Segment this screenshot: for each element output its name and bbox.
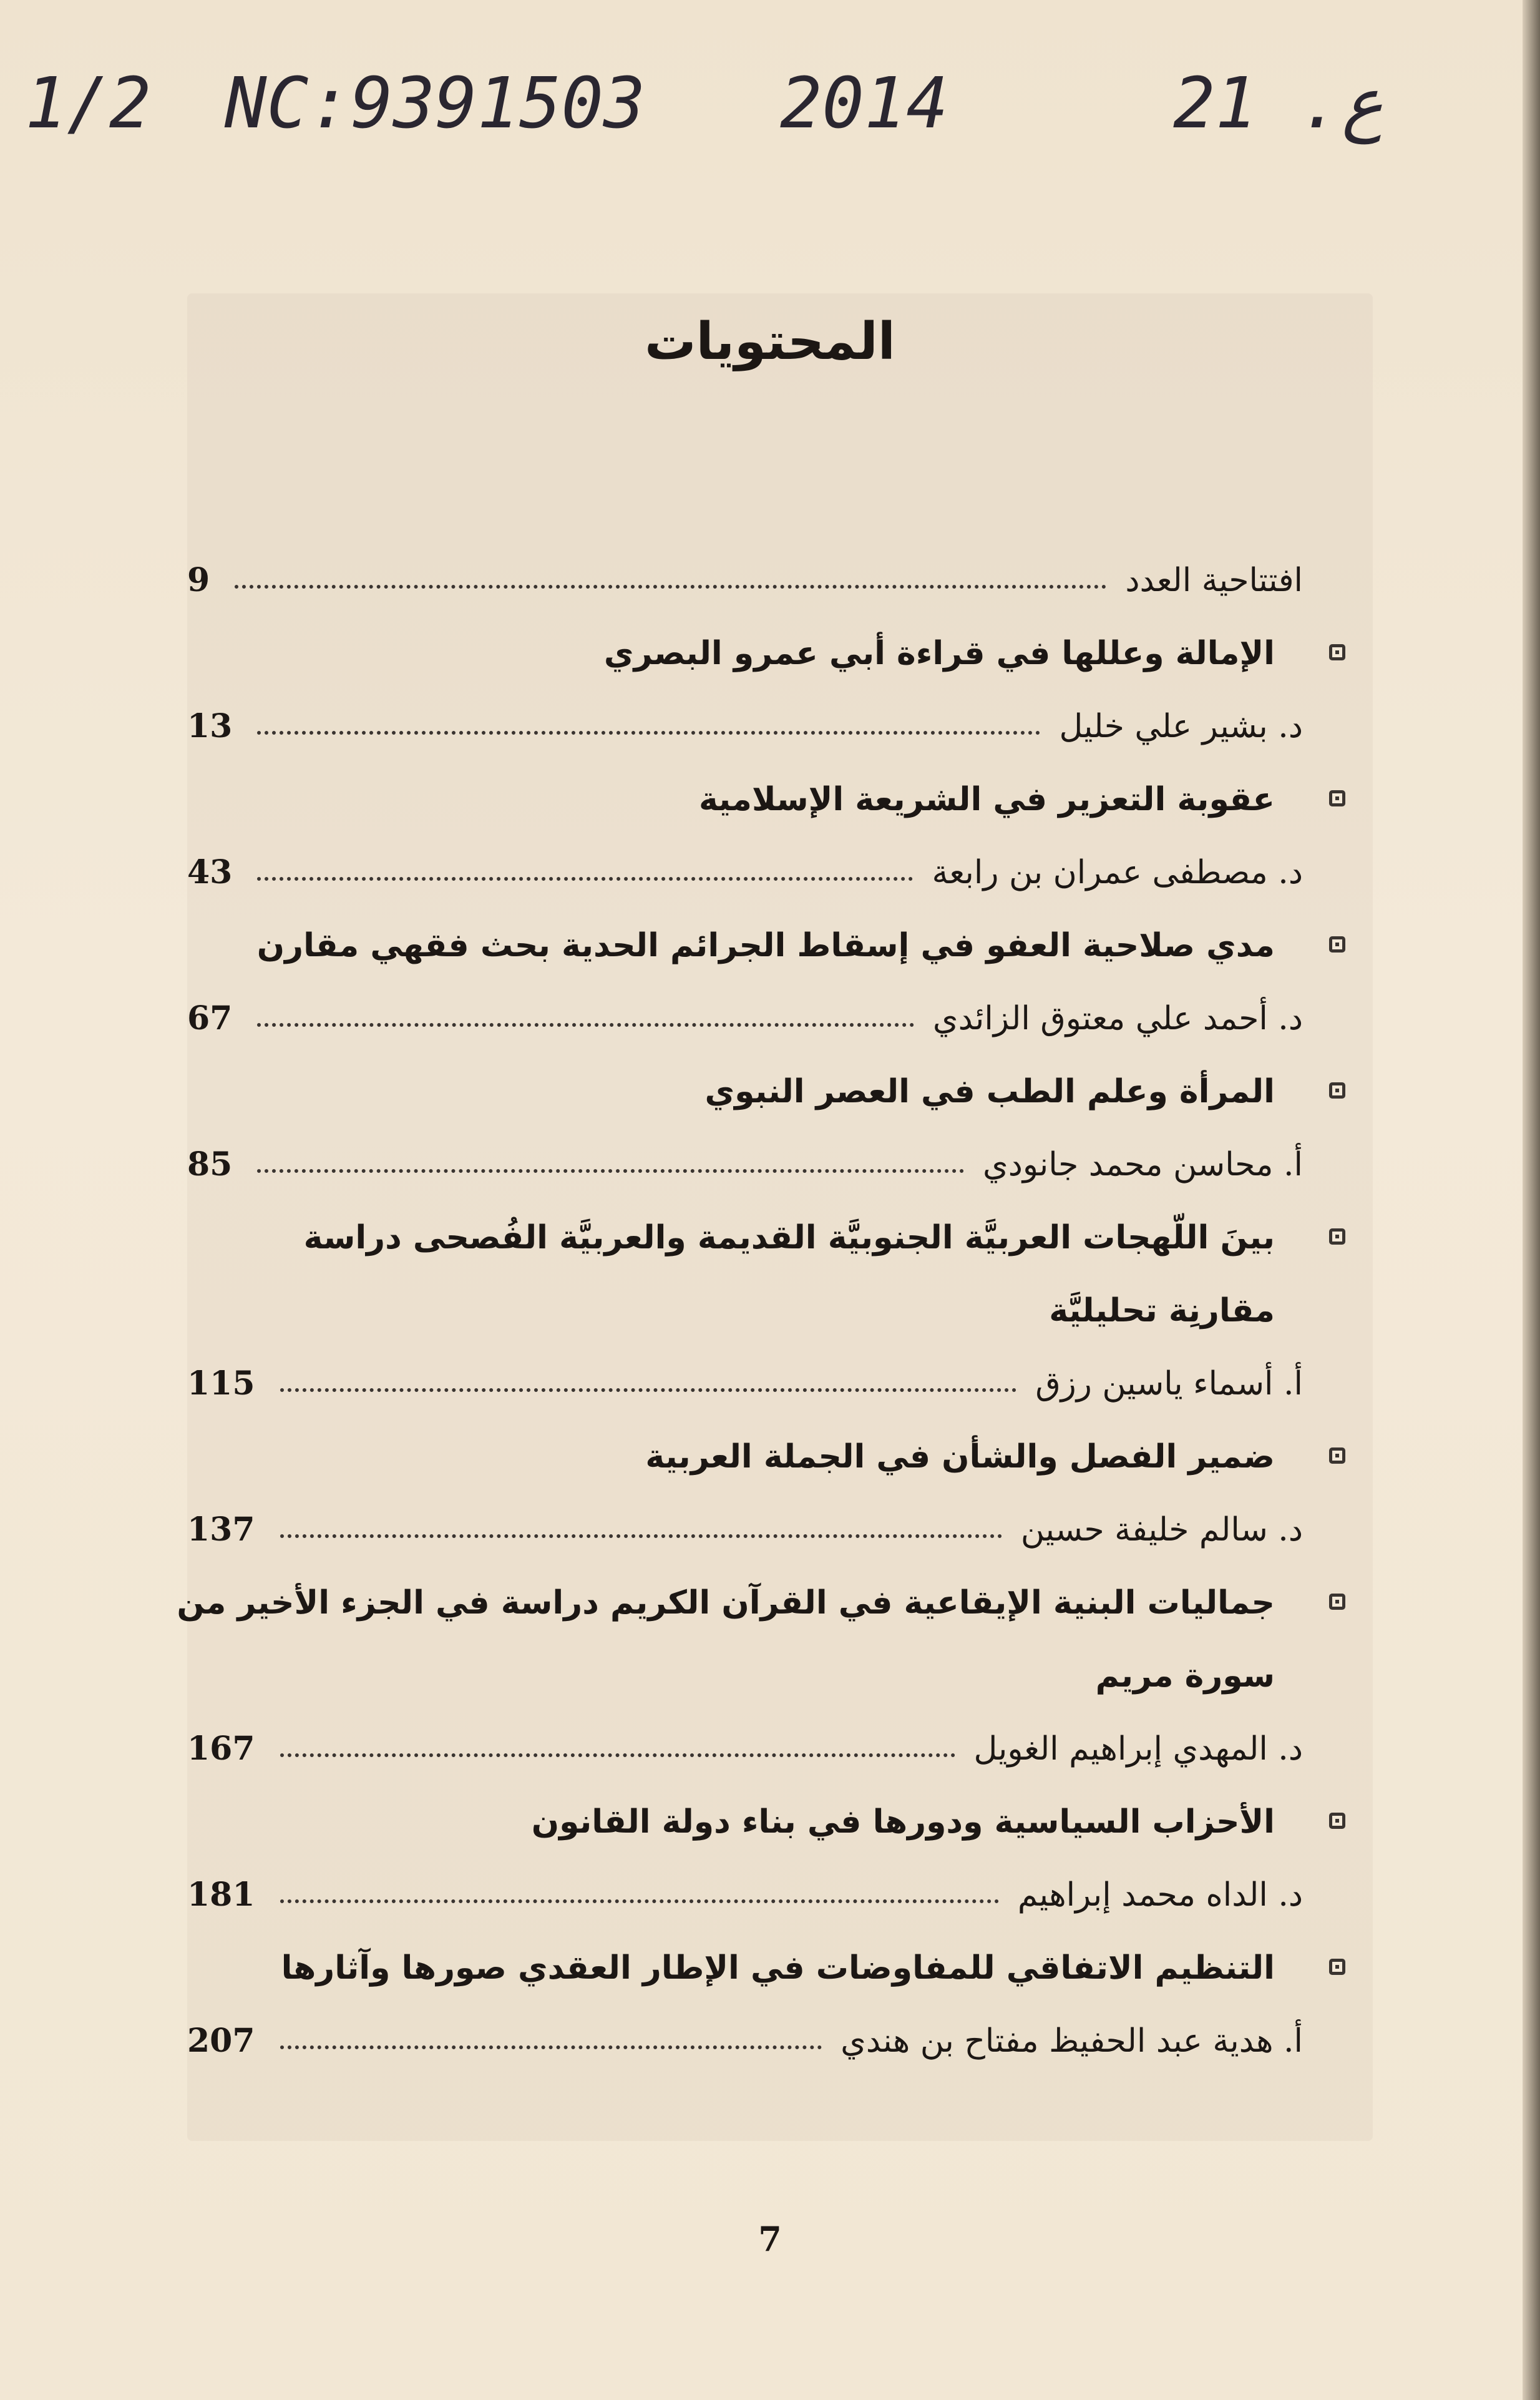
toc-page-number: 9: [187, 561, 210, 599]
toc-page-number: 115: [187, 1364, 255, 1403]
leader-dots: [280, 1753, 955, 1757]
leader-dots: [280, 1534, 1002, 1538]
toc-heading-row: [0, 1283, 1540, 1339]
toc-entry-text: سورة مريم: [1095, 1657, 1275, 1695]
toc-plain-row: [0, 552, 1540, 609]
toc-entry-text: أ. أسماء ياسين رزق: [1035, 1365, 1303, 1403]
handwritten-ref-mark: 1/2: [25, 63, 152, 144]
toc-entry-text: أ. هدية عبد الحفيظ مفتاح بن هندي: [841, 2022, 1303, 2060]
toc-entry-text: د. سالم خليفة حسين: [1020, 1511, 1303, 1549]
toc-page-number: 181: [187, 1876, 255, 1914]
toc-author-row: [0, 1356, 1540, 1412]
toc-heading-row: [0, 1429, 1540, 1485]
leader-dots: [257, 731, 1040, 735]
toc-heading-row: [0, 1575, 1540, 1631]
toc-entry-text: الأحزاب السياسية ودورها في بناء دولة القانون: [531, 1803, 1275, 1841]
toc-entry-text: د. الداه محمد إبراهيم: [1017, 1876, 1303, 1914]
toc-entry-text: أ. محاسن محمد جانودي: [983, 1146, 1303, 1183]
toc-author-row: [0, 698, 1540, 755]
toc-entry-text: د. المهدي إبراهيم الغويل: [973, 1730, 1303, 1768]
toc-page-number: 207: [187, 2022, 255, 2060]
toc-entry-text: افتتاحية العدد: [1125, 562, 1303, 599]
leader-dots: [257, 1169, 964, 1173]
toc-entry-text: عقوبة التعزير في الشريعة الإسلامية: [699, 781, 1275, 818]
leader-dots: [235, 585, 1106, 589]
leader-dots: [280, 1388, 1016, 1392]
leader-dots: [257, 1023, 914, 1027]
toc-entry-text: المرأة وعلم الطب في العصر النبوي: [704, 1073, 1275, 1110]
bullet-square-icon: [1329, 936, 1345, 953]
bullet-square-icon: [1329, 644, 1345, 660]
bullet-square-icon: [1329, 1813, 1345, 1829]
toc-page-number: 67: [187, 999, 233, 1037]
toc-author-row: [0, 1137, 1540, 1193]
bullet-square-icon: [1329, 1594, 1345, 1610]
toc-heading-row: [0, 1940, 1540, 1996]
page-number: 7: [758, 2219, 782, 2259]
bullet-square-icon: [1329, 1959, 1345, 1975]
toc-entry-text: مقارنِة تحليليَّة: [1049, 1292, 1275, 1330]
leader-dots: [257, 877, 913, 881]
toc-author-row: [0, 1502, 1540, 1558]
bullet-square-icon: [1329, 1447, 1345, 1464]
toc-entry-text: التنظيم الاتفاقي للمفاوضات في الإطار العقدي صورها وآثارها: [281, 1949, 1275, 1987]
bullet-square-icon: [1329, 1082, 1345, 1099]
toc-page-number: 167: [187, 1730, 255, 1768]
toc-entry-text: د. أحمد علي معتوق الزائدي: [932, 1000, 1303, 1037]
toc-entry-text: ضمير الفصل والشأن في الجملة العربية: [645, 1438, 1275, 1476]
toc-entry-text: مدي صلاحية العفو في إسقاط الجرائم الحدية بحث فقهي مقارن: [256, 927, 1275, 964]
toc-author-row: [0, 991, 1540, 1047]
toc-page-number: 13: [187, 707, 233, 745]
toc-heading-row: [0, 918, 1540, 974]
toc-author-row: [0, 1721, 1540, 1777]
toc-page-number: 137: [187, 1511, 255, 1549]
handwritten-issue-code: ع. 21: [1173, 63, 1384, 144]
toc-entry-text: د. بشير علي خليل: [1059, 708, 1303, 745]
toc-page-number: 43: [187, 853, 233, 891]
leader-dots: [280, 2045, 822, 2049]
bullet-square-icon: [1329, 790, 1345, 806]
toc-heading-row: [0, 1210, 1540, 1266]
toc-entry-text: د. مصطفى عمران بن رابعة: [932, 854, 1303, 891]
toc-entry-text: الإمالة وعللها في قراءة أبي عمرو البصري: [603, 635, 1275, 672]
page-title: المحتويات: [645, 312, 895, 371]
toc-heading-row: [0, 1064, 1540, 1120]
toc-heading-row: [0, 1794, 1540, 1850]
toc-page-number: 85: [187, 1145, 233, 1183]
handwritten-nc-code: NC:9391503: [225, 63, 646, 144]
bullet-square-icon: [1329, 1228, 1345, 1245]
toc-author-row: [0, 1867, 1540, 1923]
leader-dots: [280, 1899, 999, 1903]
toc-entry-text: جماليات البنية الإيقاعية في القرآن الكريم دراسة في الجزء الأخير من: [177, 1584, 1275, 1622]
handwritten-year: 2014: [780, 63, 948, 144]
toc-author-row: [0, 2013, 1540, 2069]
toc-author-row: [0, 845, 1540, 901]
toc-heading-row: [0, 1648, 1540, 1704]
toc-heading-row: [0, 625, 1540, 682]
toc-entry-text: بينَ اللّهجات العربيَّة الجنوبيَّة القديمة والعربيَّة الفُصحى دراسة: [303, 1219, 1275, 1256]
toc-heading-row: [0, 771, 1540, 828]
